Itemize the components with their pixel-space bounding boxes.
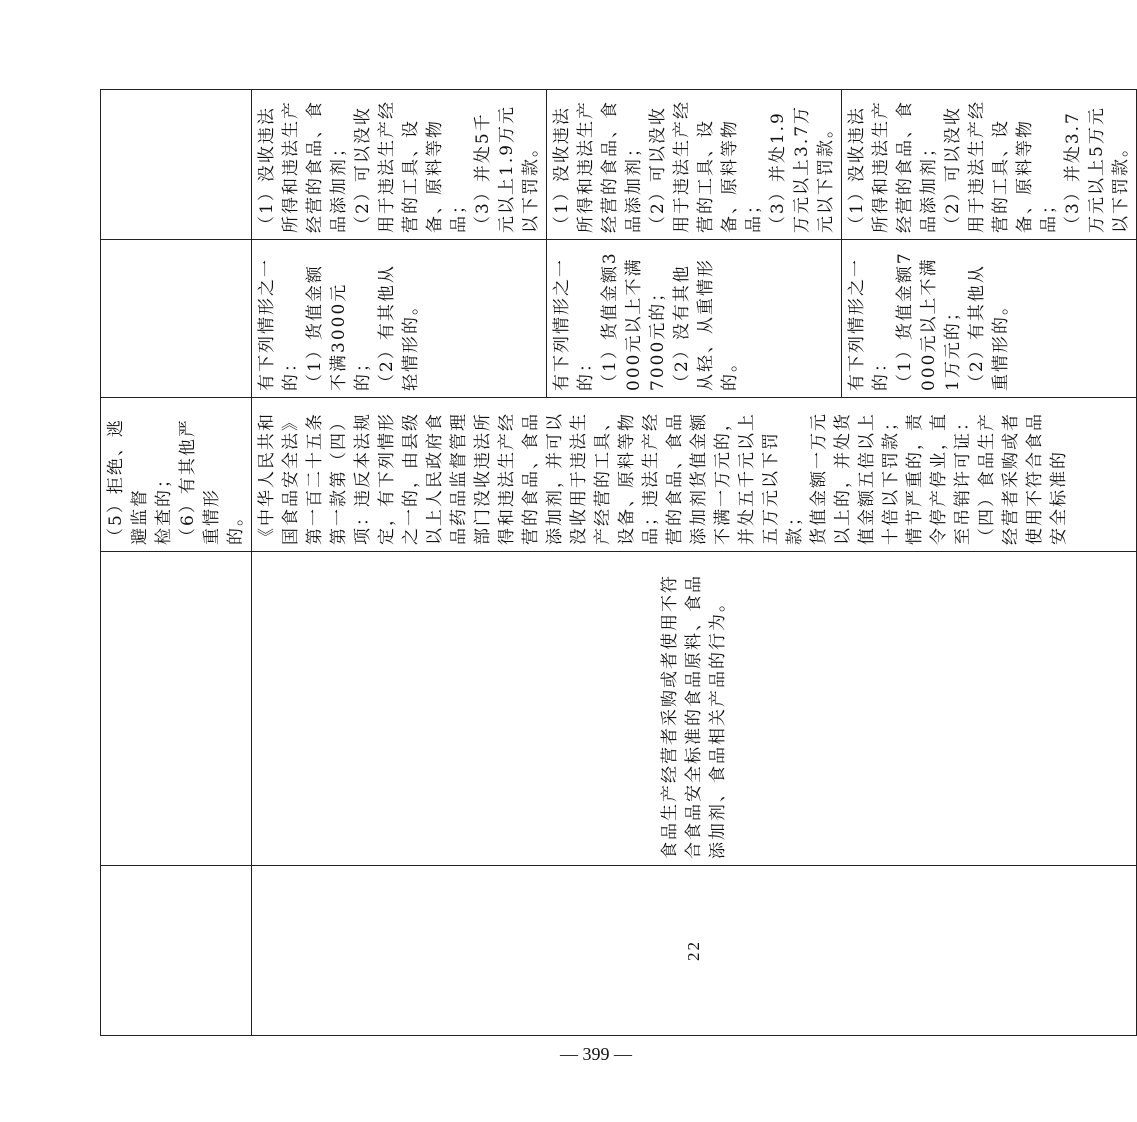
general-penalty: [547, 90, 842, 240]
penalty-line: （2）可以没收用于违法生产经营的工具、设备、原料等物品；: [943, 100, 1059, 233]
situation-line: 有下列情形之一的：: [257, 258, 301, 391]
situation-line: （2）有其他从重情形的。: [967, 264, 1011, 391]
legal-basis-paragraph: 货值金额一万元以上的，并处货值金额五倍以上十倍以下罚款；情节严重的，责令停产停业，直至吊销许可证：: [809, 412, 973, 545]
penalty-line: （3）并处3.7万元以上5万元以下罚款。: [1063, 106, 1131, 233]
situation-line: 有下列情形之一的：: [552, 258, 596, 391]
penalty-line: （2）可以没收用于违法生产经营的工具、设备、原料等物品；: [353, 100, 469, 233]
penalty-line: （2）可以没收用于违法生产经营的工具、设备、原料等物品；: [648, 100, 764, 233]
situation-cell-continued: [101, 398, 252, 552]
situation-line: （1）货值金额7000元以上不满1万元的；: [895, 251, 963, 391]
rotated-page-content: [100, 90, 1131, 1036]
penalty-line: （1）没收违法所得和违法生产经营的食品、食品添加剂；: [552, 100, 644, 233]
situation-line: （2）没有其他从轻、从重情形的。: [672, 258, 740, 391]
item-number: 22: [252, 866, 1137, 1036]
light-penalty: [252, 90, 547, 240]
situation-line: 的。: [226, 507, 246, 545]
violation-behavior: 食品生产经营者采购或者使用不符合食品安全标准的食品原料、食品添加剂、食品相关产品的行为。: [252, 552, 1137, 866]
situation-line: （5）拒绝、逃避监督: [106, 418, 150, 545]
situation-line: （2）有其他从轻情形的。: [377, 264, 421, 391]
situation-line: （1）货值金额3000元以上不满7000元的；: [600, 251, 668, 391]
heavy-penalty: [842, 90, 1137, 240]
light-situation: [252, 240, 547, 398]
legal-basis-paragraph: （四）食品生产经营者采购或者使用不符合食品安全标准的: [977, 412, 1069, 545]
penalty-line: （1）没收违法所得和违法生产经营的食品、食品添加剂；: [847, 100, 939, 233]
legal-basis: [252, 398, 1137, 552]
penalty-standard-table: [100, 89, 1137, 1036]
penalty-line: （3）并处1.9万元以上3.7万元以下罚款。: [768, 104, 836, 233]
number-cell-empty: [101, 866, 252, 1036]
general-situation: [547, 240, 842, 398]
situation-cell-empty: [101, 240, 252, 398]
penalty-line: （1）没收违法所得和违法生产经营的食品、食品添加剂；: [257, 100, 349, 233]
heavy-situation: [842, 240, 1137, 398]
situation-line: （6）有其他严重情形: [178, 418, 222, 545]
penalty-line: （3）并处5千元以上1.9万元以下罚款。: [473, 104, 541, 233]
situation-line: （1）货值金额不满3000元的；: [305, 264, 373, 391]
continued-row: [101, 90, 252, 1036]
situation-cell-empty: [101, 90, 252, 240]
legal-basis-paragraph: 《中华人民共和国食品安全法》第一百二十五条第一款第（四）项：违反本法规定，有下列情形之一的，由县级以上人民政府食品药品监督管理部门没收违法所得和违法生产经营的食品、食品添加剂，并可以没收用于违法生产经营的工具、设备、原料等物品；违法生产经营的食品、食品添加剂货值金额不满一万元的，并处五千元以上五万元以下罚款；: [257, 412, 805, 545]
item-row-22: [252, 90, 547, 1036]
behavior-cell-empty: [101, 552, 252, 866]
situation-line: 检查的；: [154, 469, 174, 545]
page-number: — 399 —: [560, 1044, 632, 1064]
situation-line: 有下列情形之一的：: [847, 258, 891, 391]
